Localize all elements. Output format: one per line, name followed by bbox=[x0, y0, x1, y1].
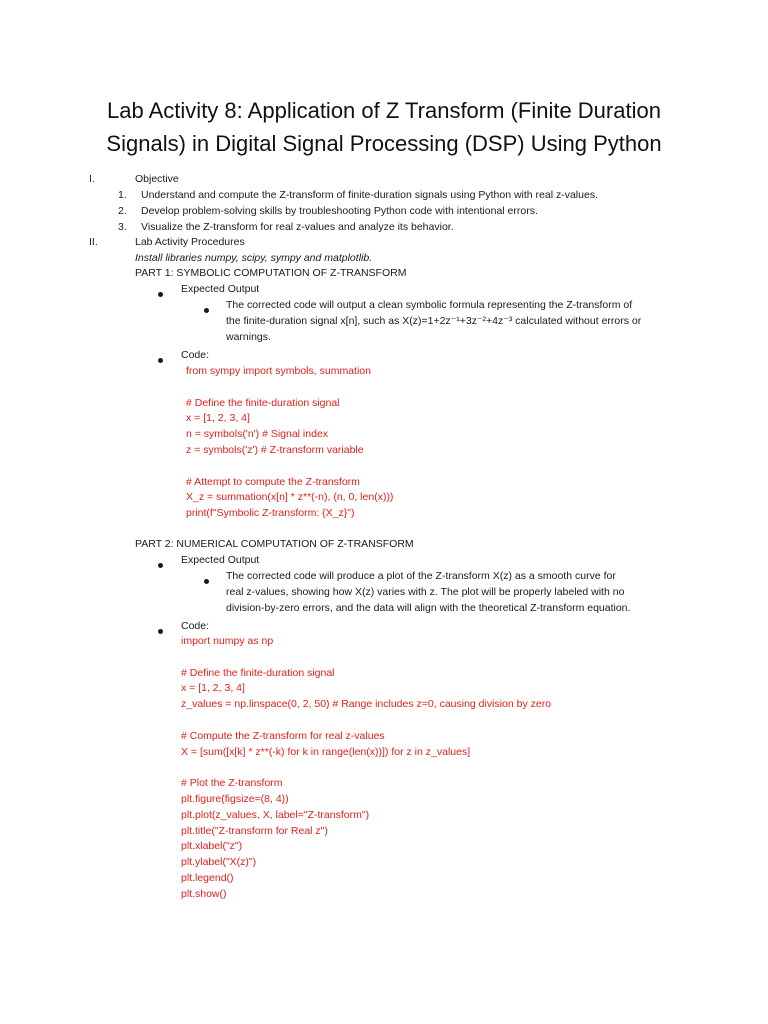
text-line: the finite-duration signal x[n], such as X(z)=1+2z⁻¹+3z⁻²+4z⁻³ calculated without errors or bbox=[226, 314, 642, 327]
text-line: The corrected code will output a clean symbolic formula representing the Z-transform of bbox=[226, 299, 633, 311]
list-number: 2. bbox=[118, 205, 127, 217]
part-1-heading: PART 1: SYMBOLIC COMPUTATION OF Z-TRANSFORM bbox=[135, 267, 407, 279]
part-1-expected-label: Expected Output bbox=[181, 283, 260, 295]
code-line: X = [sum([x[k] * z**(-k) for k in range(len(x))]) for z in z_values] bbox=[181, 745, 471, 758]
section-2-numeral: II. bbox=[89, 236, 98, 248]
code-line: # Plot the Z-transform bbox=[181, 777, 283, 790]
title-line-1: Lab Activity 8: Application of Z Transform (Finite Duration bbox=[107, 98, 661, 123]
part-2-code-label: Code: bbox=[181, 620, 210, 632]
part-1-code-label: Code: bbox=[181, 349, 210, 361]
code-line bbox=[181, 760, 551, 776]
code-line: z = symbols('z') # Z-transform variable bbox=[186, 443, 364, 456]
install-note: Install libraries numpy, scipy, sympy and matplotlib. bbox=[135, 252, 373, 264]
list-item-text: Understand and compute the Z-transform of finite-duration signals using Python with real z-values. bbox=[141, 189, 598, 201]
document-title bbox=[60, 94, 708, 160]
code-line: plt.show() bbox=[181, 887, 227, 900]
code-line: # Define the finite-duration signal bbox=[186, 396, 340, 409]
bullet-dot bbox=[158, 353, 163, 369]
code-line: plt.title("Z-transform for Real z") bbox=[181, 824, 328, 837]
code-line bbox=[181, 713, 551, 729]
code-line: from sympy import symbols, summation bbox=[186, 365, 371, 377]
list-item-text: Visualize the Z-transform for real z-values and analyze its behavior. bbox=[141, 221, 454, 233]
code-line: plt.plot(z_values, X, label="Z-transform") bbox=[181, 808, 370, 821]
part-1-code-block bbox=[186, 364, 393, 522]
code-line: x = [1, 2, 3, 4] bbox=[186, 412, 250, 425]
code-line bbox=[186, 459, 393, 475]
bullet-dot bbox=[204, 303, 209, 319]
code-line bbox=[181, 650, 551, 666]
part-2-expected-label: Expected Output bbox=[181, 554, 260, 566]
part-2-heading: PART 2: NUMERICAL COMPUTATION OF Z-TRANSFORM bbox=[135, 538, 414, 550]
text-line: real z-values, showing how X(z) varies with z. The plot will be properly labeled with no bbox=[226, 585, 625, 598]
code-line bbox=[186, 380, 393, 396]
code-line: plt.figure(figsize=(8, 4)) bbox=[181, 792, 289, 805]
part-1-expected-text bbox=[226, 298, 641, 345]
part-2-expected-text bbox=[226, 569, 630, 616]
code-line: X_z = summation(x[n] * z**(-n), (n, 0, len(x))) bbox=[186, 491, 394, 504]
list-item-text: Develop problem-solving skills by troubleshooting Python code with intentional errors. bbox=[141, 205, 538, 217]
bullet-dot bbox=[158, 624, 163, 640]
code-line: plt.legend() bbox=[181, 871, 234, 884]
section-2-heading: Lab Activity Procedures bbox=[135, 236, 245, 248]
code-line: # Compute the Z-transform for real z-values bbox=[181, 729, 385, 742]
code-line: plt.xlabel("z") bbox=[181, 840, 243, 853]
list-number: 3. bbox=[118, 221, 127, 233]
part-2-code-block bbox=[181, 634, 551, 903]
code-line: x = [1, 2, 3, 4] bbox=[181, 682, 245, 695]
bullet-dot bbox=[204, 574, 209, 590]
text-line: warnings. bbox=[226, 330, 271, 343]
text-line: division-by-zero errors, and the data will align with the theoretical Z-transform equation. bbox=[226, 601, 631, 614]
code-line: print(f"Symbolic Z-transform: {X_z}") bbox=[186, 507, 355, 520]
code-line: # Attempt to compute the Z-transform bbox=[186, 475, 360, 488]
bullet-dot bbox=[158, 287, 163, 303]
code-line: plt.ylabel("X(z)") bbox=[181, 856, 257, 869]
code-line: # Define the finite-duration signal bbox=[181, 666, 335, 679]
text-line: The corrected code will produce a plot of the Z-transform X(z) as a smooth curve for bbox=[226, 570, 616, 582]
section-1-numeral: I. bbox=[89, 173, 95, 185]
section-1-heading: Objective bbox=[135, 173, 179, 185]
title-line-2: Signals) in Digital Signal Processing (DSP) Using Python bbox=[106, 131, 662, 156]
code-line: z_values = np.linspace(0, 2, 50) # Range includes z=0, causing division by zero bbox=[181, 698, 552, 711]
bullet-dot bbox=[158, 558, 163, 574]
list-number: 1. bbox=[118, 189, 127, 201]
code-line: import numpy as np bbox=[181, 635, 274, 647]
code-line: n = symbols('n') # Signal index bbox=[186, 428, 329, 441]
